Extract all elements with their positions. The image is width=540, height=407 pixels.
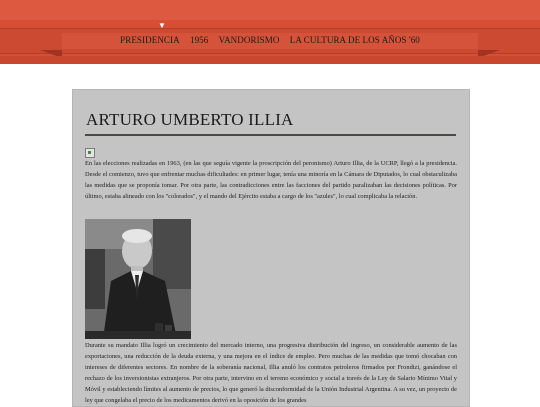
active-menu-arrow-icon: ▼	[158, 21, 166, 30]
broken-image-icon	[85, 148, 95, 158]
article-paragraph-1: En las elecciones realizadas en 1963, (en las que seguía vigente la proscripción del peronismo) Arturo Illia, de la UCRP, llegó a la presidencia. Desde el comienzo, tuvo que enfrentar muchas dificultades: en primer lugar, tenía una minoría en la Cámara de Diputados, lo cual obstaculizaba las medidas que se proponía tomar. Por otra parte, las contradicciones entre las facciones del partido paralizaban las decisiones políticas. Por último, estaba alineado con los "colorados", y el mando del Ejército estaba a cargo de los "azules", lo cual complicaba la relación.	[85, 160, 457, 200]
content-panel	[72, 89, 470, 407]
page-title: ARTURO UMBERTO ILLIA	[86, 110, 294, 129]
illia-portrait-photo	[85, 219, 191, 339]
nav-item-vandorismo[interactable]: VANDORISMO	[218, 35, 280, 45]
nav-item-presidencia[interactable]: PRESIDENCIA	[120, 35, 180, 45]
main-nav	[0, 33, 540, 47]
portrait-illustration	[85, 219, 191, 339]
article-paragraph-2: Durante su mandato Illia logró un crecimiento del mercado interno, una progresiva distribución del ingreso, un considerable aumento de las exportaciones, una reducción de la deuda externa, y una mejora en el índice de empleo. Pero muchas de las medidas que tomó chocaban con intereses de diferentes sectores. En nombre de la soberanía nacional, Illia anuló los contratos petroleros firmados por Frondizi, ganándose el rechazo de los inversionistas extranjeros. Por otra parte, intervino en el terreno económico y social a través de la Ley de Salario Mínimo Vital y Móvil y estableciendo límites al aumento de precios, lo que generó la disconformidad de la Unión Industrial Argentina. A su vez, un proyecto de ley que congelaba el precio de los medicamentos derivó en la oposición de los grandes	[85, 342, 457, 404]
header-bottom-band	[0, 56, 540, 64]
title-divider	[85, 134, 456, 136]
site-header	[0, 0, 540, 64]
header-top-strip	[0, 0, 540, 20]
nav-item-1956[interactable]: 1956	[189, 35, 209, 45]
nav-item-cultura-anos-60[interactable]: LA CULTURA DE LOS AÑOS '60	[289, 35, 420, 45]
